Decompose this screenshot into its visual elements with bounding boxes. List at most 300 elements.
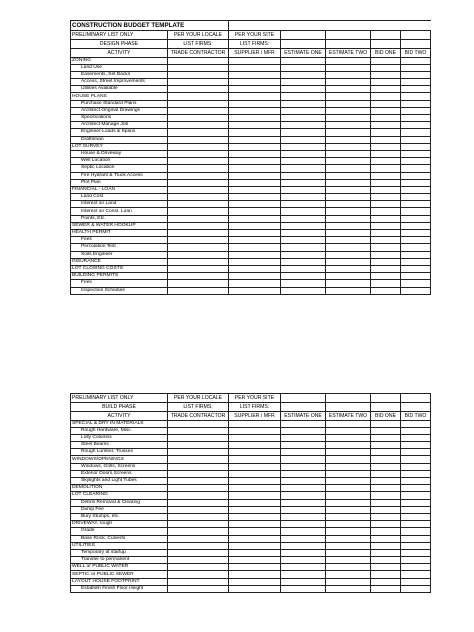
budget-cell[interactable] [281, 230, 326, 237]
budget-cell[interactable] [168, 57, 229, 64]
budget-cell[interactable] [401, 172, 431, 179]
budget-cell[interactable] [371, 535, 401, 542]
budget-cell[interactable] [401, 442, 431, 449]
budget-cell[interactable] [371, 186, 401, 193]
budget-cell[interactable] [281, 528, 326, 535]
budget-cell[interactable] [168, 172, 229, 179]
budget-cell[interactable] [281, 427, 326, 434]
budget-cell[interactable] [371, 564, 401, 571]
budget-cell[interactable] [229, 71, 281, 78]
budget-cell[interactable] [168, 528, 229, 535]
budget-cell[interactable] [326, 280, 371, 287]
budget-cell[interactable] [371, 585, 401, 592]
cell[interactable] [281, 40, 326, 49]
budget-cell[interactable] [229, 564, 281, 571]
budget-cell[interactable] [326, 585, 371, 592]
cell[interactable] [401, 403, 431, 412]
budget-cell[interactable] [168, 427, 229, 434]
budget-cell[interactable] [229, 93, 281, 100]
budget-cell[interactable] [401, 86, 431, 93]
cell[interactable] [371, 394, 401, 403]
budget-cell[interactable] [281, 93, 326, 100]
budget-cell[interactable] [371, 456, 401, 463]
budget-cell[interactable] [281, 57, 326, 64]
budget-cell[interactable] [168, 485, 229, 492]
budget-cell[interactable] [401, 64, 431, 71]
cell[interactable] [281, 31, 326, 40]
budget-cell[interactable] [326, 251, 371, 258]
budget-cell[interactable] [401, 478, 431, 485]
budget-cell[interactable] [401, 449, 431, 456]
budget-cell[interactable] [229, 136, 281, 143]
budget-cell[interactable] [229, 79, 281, 86]
budget-cell[interactable] [168, 122, 229, 129]
budget-cell[interactable] [168, 571, 229, 578]
budget-cell[interactable] [326, 506, 371, 513]
budget-cell[interactable] [326, 158, 371, 165]
cell[interactable] [401, 31, 431, 40]
budget-cell[interactable] [371, 179, 401, 186]
budget-cell[interactable] [326, 179, 371, 186]
budget-cell[interactable] [371, 143, 401, 150]
budget-cell[interactable] [401, 470, 431, 477]
budget-cell[interactable] [401, 107, 431, 114]
budget-cell[interactable] [401, 208, 431, 215]
budget-cell[interactable] [371, 158, 401, 165]
budget-cell[interactable] [371, 100, 401, 107]
budget-cell[interactable] [401, 280, 431, 287]
budget-cell[interactable] [281, 115, 326, 122]
budget-cell[interactable] [326, 115, 371, 122]
budget-cell[interactable] [326, 478, 371, 485]
budget-cell[interactable] [168, 434, 229, 441]
budget-cell[interactable] [401, 273, 431, 280]
budget-cell[interactable] [281, 222, 326, 229]
budget-cell[interactable] [229, 122, 281, 129]
budget-cell[interactable] [401, 71, 431, 78]
budget-cell[interactable] [229, 521, 281, 528]
budget-cell[interactable] [168, 222, 229, 229]
budget-cell[interactable] [281, 420, 326, 427]
budget-cell[interactable] [281, 485, 326, 492]
budget-cell[interactable] [371, 222, 401, 229]
budget-cell[interactable] [401, 528, 431, 535]
budget-cell[interactable] [371, 485, 401, 492]
budget-cell[interactable] [371, 434, 401, 441]
budget-cell[interactable] [401, 100, 431, 107]
budget-cell[interactable] [281, 273, 326, 280]
budget-cell[interactable] [326, 492, 371, 499]
budget-cell[interactable] [229, 208, 281, 215]
budget-cell[interactable] [371, 122, 401, 129]
budget-cell[interactable] [229, 478, 281, 485]
budget-cell[interactable] [371, 136, 401, 143]
budget-cell[interactable] [229, 86, 281, 93]
budget-cell[interactable] [371, 513, 401, 520]
budget-cell[interactable] [371, 549, 401, 556]
budget-cell[interactable] [371, 492, 401, 499]
budget-cell[interactable] [168, 564, 229, 571]
budget-cell[interactable] [401, 158, 431, 165]
budget-cell[interactable] [281, 71, 326, 78]
budget-cell[interactable] [401, 578, 431, 585]
budget-cell[interactable] [401, 136, 431, 143]
budget-cell[interactable] [168, 115, 229, 122]
budget-cell[interactable] [326, 557, 371, 564]
budget-cell[interactable] [281, 478, 326, 485]
budget-cell[interactable] [168, 265, 229, 272]
budget-cell[interactable] [326, 136, 371, 143]
budget-cell[interactable] [168, 557, 229, 564]
budget-cell[interactable] [401, 434, 431, 441]
budget-cell[interactable] [281, 265, 326, 272]
budget-cell[interactable] [168, 456, 229, 463]
budget-cell[interactable] [168, 280, 229, 287]
cell[interactable] [326, 403, 371, 412]
budget-cell[interactable] [229, 506, 281, 513]
budget-cell[interactable] [281, 201, 326, 208]
cell[interactable] [281, 403, 326, 412]
budget-cell[interactable] [168, 143, 229, 150]
cell[interactable] [401, 394, 431, 403]
budget-cell[interactable] [401, 222, 431, 229]
budget-cell[interactable] [229, 158, 281, 165]
budget-cell[interactable] [401, 427, 431, 434]
budget-cell[interactable] [371, 557, 401, 564]
budget-cell[interactable] [281, 542, 326, 549]
budget-cell[interactable] [229, 215, 281, 222]
budget-cell[interactable] [168, 251, 229, 258]
budget-cell[interactable] [229, 420, 281, 427]
budget-cell[interactable] [281, 186, 326, 193]
budget-cell[interactable] [326, 107, 371, 114]
budget-cell[interactable] [371, 280, 401, 287]
budget-cell[interactable] [281, 470, 326, 477]
budget-cell[interactable] [371, 172, 401, 179]
budget-cell[interactable] [281, 434, 326, 441]
budget-cell[interactable] [168, 578, 229, 585]
budget-cell[interactable] [371, 442, 401, 449]
budget-cell[interactable] [281, 194, 326, 201]
budget-cell[interactable] [281, 463, 326, 470]
budget-cell[interactable] [229, 251, 281, 258]
budget-cell[interactable] [401, 585, 431, 592]
budget-cell[interactable] [326, 100, 371, 107]
budget-cell[interactable] [229, 571, 281, 578]
budget-cell[interactable] [371, 71, 401, 78]
budget-cell[interactable] [168, 100, 229, 107]
budget-cell[interactable] [229, 513, 281, 520]
budget-cell[interactable] [371, 115, 401, 122]
budget-cell[interactable] [168, 442, 229, 449]
budget-cell[interactable] [229, 542, 281, 549]
budget-cell[interactable] [229, 427, 281, 434]
budget-cell[interactable] [229, 470, 281, 477]
budget-cell[interactable] [326, 265, 371, 272]
budget-cell[interactable] [326, 535, 371, 542]
budget-cell[interactable] [326, 237, 371, 244]
budget-cell[interactable] [281, 280, 326, 287]
budget-cell[interactable] [326, 287, 371, 294]
budget-cell[interactable] [326, 57, 371, 64]
budget-cell[interactable] [371, 165, 401, 172]
budget-cell[interactable] [281, 64, 326, 71]
budget-cell[interactable] [401, 258, 431, 265]
budget-cell[interactable] [371, 528, 401, 535]
budget-cell[interactable] [168, 273, 229, 280]
budget-cell[interactable] [401, 215, 431, 222]
budget-cell[interactable] [371, 478, 401, 485]
budget-cell[interactable] [401, 57, 431, 64]
budget-cell[interactable] [168, 585, 229, 592]
budget-cell[interactable] [168, 513, 229, 520]
budget-cell[interactable] [401, 420, 431, 427]
budget-cell[interactable] [326, 521, 371, 528]
budget-cell[interactable] [168, 287, 229, 294]
budget-cell[interactable] [401, 230, 431, 237]
budget-cell[interactable] [281, 208, 326, 215]
budget-cell[interactable] [401, 186, 431, 193]
budget-cell[interactable] [229, 172, 281, 179]
budget-cell[interactable] [229, 115, 281, 122]
budget-cell[interactable] [281, 456, 326, 463]
budget-cell[interactable] [326, 564, 371, 571]
budget-cell[interactable] [229, 57, 281, 64]
budget-cell[interactable] [229, 230, 281, 237]
budget-cell[interactable] [401, 122, 431, 129]
budget-cell[interactable] [168, 79, 229, 86]
budget-cell[interactable] [168, 194, 229, 201]
budget-cell[interactable] [281, 100, 326, 107]
budget-cell[interactable] [229, 150, 281, 157]
budget-cell[interactable] [281, 513, 326, 520]
budget-cell[interactable] [229, 165, 281, 172]
budget-cell[interactable] [229, 456, 281, 463]
budget-cell[interactable] [168, 449, 229, 456]
budget-cell[interactable] [401, 251, 431, 258]
budget-cell[interactable] [326, 442, 371, 449]
budget-cell[interactable] [371, 427, 401, 434]
budget-cell[interactable] [401, 79, 431, 86]
budget-cell[interactable] [326, 470, 371, 477]
budget-cell[interactable] [401, 244, 431, 251]
budget-cell[interactable] [401, 521, 431, 528]
budget-cell[interactable] [168, 64, 229, 71]
budget-cell[interactable] [326, 93, 371, 100]
budget-cell[interactable] [229, 442, 281, 449]
budget-cell[interactable] [229, 194, 281, 201]
budget-cell[interactable] [371, 107, 401, 114]
budget-cell[interactable] [401, 549, 431, 556]
budget-cell[interactable] [229, 449, 281, 456]
budget-cell[interactable] [326, 79, 371, 86]
budget-cell[interactable] [229, 463, 281, 470]
budget-cell[interactable] [371, 93, 401, 100]
budget-cell[interactable] [168, 150, 229, 157]
budget-cell[interactable] [371, 287, 401, 294]
budget-cell[interactable] [326, 420, 371, 427]
cell[interactable] [371, 403, 401, 412]
budget-cell[interactable] [326, 215, 371, 222]
budget-cell[interactable] [168, 463, 229, 470]
budget-cell[interactable] [401, 564, 431, 571]
budget-cell[interactable] [229, 100, 281, 107]
budget-cell[interactable] [281, 136, 326, 143]
budget-cell[interactable] [229, 280, 281, 287]
budget-cell[interactable] [229, 237, 281, 244]
budget-cell[interactable] [401, 571, 431, 578]
budget-cell[interactable] [371, 150, 401, 157]
budget-cell[interactable] [168, 470, 229, 477]
budget-cell[interactable] [281, 442, 326, 449]
budget-cell[interactable] [281, 535, 326, 542]
budget-cell[interactable] [326, 129, 371, 136]
budget-cell[interactable] [168, 86, 229, 93]
budget-cell[interactable] [281, 549, 326, 556]
budget-cell[interactable] [401, 492, 431, 499]
budget-cell[interactable] [229, 64, 281, 71]
budget-cell[interactable] [326, 172, 371, 179]
budget-cell[interactable] [326, 513, 371, 520]
budget-cell[interactable] [281, 244, 326, 251]
budget-cell[interactable] [371, 265, 401, 272]
budget-cell[interactable] [401, 201, 431, 208]
budget-cell[interactable] [326, 230, 371, 237]
budget-cell[interactable] [401, 463, 431, 470]
budget-cell[interactable] [401, 506, 431, 513]
budget-cell[interactable] [401, 93, 431, 100]
budget-cell[interactable] [168, 165, 229, 172]
budget-cell[interactable] [401, 179, 431, 186]
budget-cell[interactable] [168, 230, 229, 237]
budget-cell[interactable] [168, 521, 229, 528]
budget-cell[interactable] [281, 150, 326, 157]
budget-cell[interactable] [326, 549, 371, 556]
budget-cell[interactable] [168, 71, 229, 78]
budget-cell[interactable] [168, 107, 229, 114]
budget-cell[interactable] [281, 585, 326, 592]
cell[interactable] [371, 31, 401, 40]
budget-cell[interactable] [326, 165, 371, 172]
budget-cell[interactable] [229, 492, 281, 499]
budget-cell[interactable] [281, 578, 326, 585]
budget-cell[interactable] [371, 578, 401, 585]
budget-cell[interactable] [168, 158, 229, 165]
budget-cell[interactable] [229, 258, 281, 265]
budget-cell[interactable] [168, 549, 229, 556]
budget-cell[interactable] [371, 215, 401, 222]
budget-cell[interactable] [326, 222, 371, 229]
budget-cell[interactable] [371, 449, 401, 456]
budget-cell[interactable] [281, 521, 326, 528]
budget-cell[interactable] [326, 194, 371, 201]
budget-cell[interactable] [229, 535, 281, 542]
budget-cell[interactable] [168, 492, 229, 499]
budget-cell[interactable] [281, 129, 326, 136]
budget-cell[interactable] [281, 143, 326, 150]
budget-cell[interactable] [168, 420, 229, 427]
budget-cell[interactable] [281, 172, 326, 179]
budget-cell[interactable] [326, 122, 371, 129]
budget-cell[interactable] [281, 571, 326, 578]
budget-cell[interactable] [326, 258, 371, 265]
cell[interactable] [371, 40, 401, 49]
budget-cell[interactable] [326, 244, 371, 251]
budget-cell[interactable] [371, 470, 401, 477]
budget-cell[interactable] [401, 143, 431, 150]
budget-cell[interactable] [168, 136, 229, 143]
budget-cell[interactable] [371, 208, 401, 215]
budget-cell[interactable] [371, 571, 401, 578]
budget-cell[interactable] [371, 542, 401, 549]
budget-cell[interactable] [281, 79, 326, 86]
budget-cell[interactable] [401, 287, 431, 294]
budget-cell[interactable] [281, 165, 326, 172]
budget-cell[interactable] [326, 463, 371, 470]
budget-cell[interactable] [168, 201, 229, 208]
budget-cell[interactable] [229, 273, 281, 280]
budget-cell[interactable] [229, 222, 281, 229]
budget-cell[interactable] [401, 456, 431, 463]
budget-cell[interactable] [401, 513, 431, 520]
budget-cell[interactable] [326, 499, 371, 506]
budget-cell[interactable] [326, 208, 371, 215]
budget-cell[interactable] [371, 506, 401, 513]
budget-cell[interactable] [281, 499, 326, 506]
budget-cell[interactable] [229, 201, 281, 208]
budget-cell[interactable] [371, 64, 401, 71]
budget-cell[interactable] [229, 528, 281, 535]
budget-cell[interactable] [371, 251, 401, 258]
budget-cell[interactable] [401, 115, 431, 122]
budget-cell[interactable] [401, 165, 431, 172]
budget-cell[interactable] [229, 129, 281, 136]
budget-cell[interactable] [168, 215, 229, 222]
budget-cell[interactable] [326, 427, 371, 434]
budget-cell[interactable] [168, 93, 229, 100]
budget-cell[interactable] [371, 420, 401, 427]
budget-cell[interactable] [401, 265, 431, 272]
budget-cell[interactable] [401, 194, 431, 201]
cell[interactable] [281, 394, 326, 403]
budget-cell[interactable] [326, 143, 371, 150]
budget-cell[interactable] [326, 542, 371, 549]
budget-cell[interactable] [401, 535, 431, 542]
budget-cell[interactable] [326, 434, 371, 441]
budget-cell[interactable] [326, 528, 371, 535]
budget-cell[interactable] [168, 179, 229, 186]
budget-cell[interactable] [281, 492, 326, 499]
budget-cell[interactable] [281, 237, 326, 244]
budget-cell[interactable] [401, 129, 431, 136]
budget-cell[interactable] [371, 201, 401, 208]
budget-cell[interactable] [229, 557, 281, 564]
budget-cell[interactable] [168, 535, 229, 542]
budget-cell[interactable] [281, 107, 326, 114]
budget-cell[interactable] [326, 64, 371, 71]
budget-cell[interactable] [371, 57, 401, 64]
budget-cell[interactable] [371, 244, 401, 251]
budget-cell[interactable] [326, 186, 371, 193]
budget-cell[interactable] [229, 244, 281, 251]
budget-cell[interactable] [281, 158, 326, 165]
budget-cell[interactable] [168, 499, 229, 506]
budget-cell[interactable] [229, 287, 281, 294]
budget-cell[interactable] [281, 449, 326, 456]
budget-cell[interactable] [371, 129, 401, 136]
budget-cell[interactable] [168, 244, 229, 251]
budget-cell[interactable] [281, 287, 326, 294]
